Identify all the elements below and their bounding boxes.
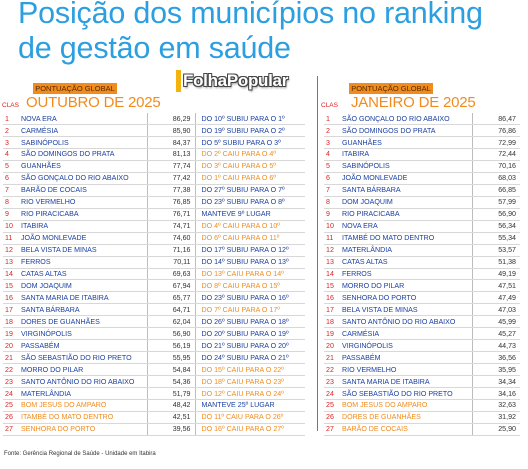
rank-number: 14 [324,268,340,280]
rank-change: DO 8º CAIU PARA O 15º [195,280,305,292]
score-value: 25,90 [472,423,520,435]
municipality-name: BARÃO DE COCAIS [340,423,472,435]
rank-change: DO 2º CAIU PARA O 4º [195,149,305,161]
score-value: 81,13 [147,149,195,161]
rank-change: DO 15º CAIU PARA O 22º [195,364,305,376]
table-row [3,125,305,137]
rank-number: 1 [324,113,340,125]
rank-number: 16 [324,292,340,304]
table-row [324,149,520,161]
score-value: 39,56 [147,423,195,435]
table-row [324,280,520,292]
rank-change: DO 10º SUBIU PARA O 1º [195,113,305,125]
municipality-name: BELA VISTA DE MINAS [340,304,472,316]
rank-change: DO 14º SUBIU PARA O 13º [195,256,305,268]
rank-number: 10 [3,220,19,232]
rank-number: 3 [3,137,19,149]
rank-number: 3 [324,137,340,149]
rank-number: 8 [3,196,19,208]
source-footer: Fonte: Gerência Regional de Saúde - Unidade em Itabira [4,451,156,457]
score-value: 86,29 [147,113,195,125]
rank-number: 11 [3,232,19,244]
municipality-name: DOM JOAQUIM [19,280,147,292]
rank-number: 18 [3,316,19,328]
municipality-name: RIO PIRACICABA [340,208,472,220]
municipality-name: SÃO GONÇALO DO RIO ABAIXO [19,172,147,184]
table-row [3,244,305,256]
municipality-name: DORES DE GUANHÃES [19,316,147,328]
score-value: 49,19 [472,268,520,280]
rank-change: DO 4º CAIU PARA O 10º [195,220,305,232]
table-row [324,196,520,208]
table-row [324,256,520,268]
score-value: 72,99 [472,137,520,149]
table-row [324,340,520,352]
municipality-name: SENHORA DO PORTO [19,423,147,435]
table-row [324,125,520,137]
score-value: 56,34 [472,220,520,232]
rank-number: 22 [324,364,340,376]
score-value: 34,34 [472,376,520,388]
municipality-name: PASSABÉM [19,340,147,352]
rank-number: 17 [3,304,19,316]
rank-change: DO 12º CAIU PARA O 24º [195,388,305,400]
rank-number: 13 [3,256,19,268]
table-row [324,137,520,149]
rank-number: 23 [324,376,340,388]
rank-change: DO 13º CAIU PARA O 14º [195,268,305,280]
score-value: 64,71 [147,304,195,316]
rank-change: DO 3º CAIU PARA O 5º [195,160,305,172]
rank-number: 5 [324,160,340,172]
table-row [3,184,305,196]
municipality-name: FERROS [340,268,472,280]
rank-change: DO 26º SUBIU PARA O 18º [195,316,305,328]
score-value: 66,85 [472,184,520,196]
municipality-name: GUANHÃES [340,137,472,149]
score-value: 74,60 [147,232,195,244]
municipality-name: SÃO DOMINGOS DO PRATA [19,149,147,161]
table-row [324,232,520,244]
score-value: 45,99 [472,316,520,328]
score-value: 51,79 [147,388,195,400]
municipality-name: SABINÓPOLIS [19,137,147,149]
rank-change: DO 7º CAIU PARA O 17º [195,304,305,316]
rank-number: 26 [3,411,19,423]
rank-number: 23 [3,376,19,388]
table-row [324,328,520,340]
logo-bar [176,70,181,92]
table-row [3,137,305,149]
score-value: 62,04 [147,316,195,328]
rank-number: 1 [3,113,19,125]
rank-number: 7 [3,184,19,196]
score-value: 72,44 [472,149,520,161]
table-row [324,292,520,304]
table-row [324,304,520,316]
table-row [3,376,305,388]
table-row [3,304,305,316]
rank-number: 26 [324,411,340,423]
score-value: 56,90 [472,208,520,220]
municipality-name: ITAMBÉ DO MATO DENTRO [19,411,147,423]
score-value: 76,86 [472,125,520,137]
table-row [324,220,520,232]
rank-number: 4 [324,149,340,161]
rank-number: 27 [3,423,19,435]
table-row [324,364,520,376]
score-value: 77,38 [147,184,195,196]
table-row [3,388,305,400]
rank-number: 12 [3,244,19,256]
municipality-name: BARÃO DE COCAIS [19,184,147,196]
rank-change: DO 19º SUBIU PARA O 2º [195,125,305,137]
score-value: 77,42 [147,172,195,184]
municipality-name: NOVA ERA [340,220,472,232]
municipality-name: JOÃO MONLEVADE [340,172,472,184]
score-value: 51,38 [472,256,520,268]
score-value: 55,34 [472,232,520,244]
table-row [3,256,305,268]
municipality-name: SANTA BÁRBARA [340,184,472,196]
rank-number: 24 [324,388,340,400]
table-row [324,268,520,280]
municipality-name: CATAS ALTAS [19,268,147,280]
municipality-name: RIO PIRACICABA [19,208,147,220]
municipality-name: SANTA BÁRBARA [19,304,147,316]
score-value: 47,03 [472,304,520,316]
score-value: 42,51 [147,411,195,423]
right-month-heading: JANEIRO DE 2025 [351,94,476,111]
rank-number: 9 [3,208,19,220]
score-value: 55,95 [147,352,195,364]
rank-number: 4 [3,149,19,161]
table-row [3,352,305,364]
municipality-name: NOVA ERA [19,113,147,125]
rank-number: 7 [324,184,340,196]
rank-change: DO 5º SUBIU PARA O 3º [195,137,305,149]
rank-number: 18 [324,316,340,328]
table-row [3,220,305,232]
score-value: 36,56 [472,352,520,364]
municipality-name: ITABIRA [340,149,472,161]
table-row [324,113,520,125]
municipality-name: SANTO ANTÔNIO DO RIO ABAIXO [340,316,472,328]
rank-change: DO 17º SUBIU PARA O 12º [195,244,305,256]
municipality-name: DOM JOAQUIM [340,196,472,208]
score-value: 35,95 [472,364,520,376]
rank-change: DO 1º CAIU PARA O 6º [195,172,305,184]
municipality-name: BOM JESUS DO AMPARO [340,400,472,412]
october-ranking-table [3,113,305,436]
score-value: 69,63 [147,268,195,280]
score-value: 77,74 [147,160,195,172]
municipality-name: SÃO SEBASTIÃO DO RIO PRETO [340,388,472,400]
municipality-name: DORES DE GUANHÃES [340,411,472,423]
rank-number: 19 [324,328,340,340]
score-value: 47,49 [472,292,520,304]
table-row [3,268,305,280]
rank-number: 21 [3,352,19,364]
table-row [324,388,520,400]
municipality-name: MATERLÂNDIA [340,244,472,256]
table-row [324,376,520,388]
rank-number: 14 [3,268,19,280]
rank-number: 17 [324,304,340,316]
table-row [3,411,305,423]
municipality-name: PASSABÉM [340,352,472,364]
score-value: 57,99 [472,196,520,208]
table-row [3,280,305,292]
rank-number: 10 [324,220,340,232]
score-value: 85,90 [147,125,195,137]
rank-change: DO 16º CAIU PARA O 27º [195,423,305,435]
score-value: 76,85 [147,196,195,208]
table-row [324,411,520,423]
rank-number: 12 [324,244,340,256]
municipality-name: MATERLÂNDIA [19,388,147,400]
municipality-name: BELA VISTA DE MINAS [19,244,147,256]
january-ranking-table [324,113,520,436]
municipality-name: CARMÉSIA [340,328,472,340]
rank-change: DO 27º SUBIU PARA O 7º [195,184,305,196]
score-value: 65,77 [147,292,195,304]
table-row [3,232,305,244]
table-row [3,196,305,208]
table-row [3,208,305,220]
logo-text: FolhaPopular [183,71,289,90]
rank-number: 21 [324,352,340,364]
rank-change: MANTEVE 25º LUGAR [195,400,305,412]
page-title: Posição dos municípios no ranking de gestão em saúde [18,0,483,65]
municipality-name: MORRO DO PILAR [19,364,147,376]
table-row [3,113,305,125]
table-row [3,149,305,161]
table-row [3,328,305,340]
rank-number: 25 [3,400,19,412]
municipality-name: SENHORA DO PORTO [340,292,472,304]
rank-number: 20 [3,340,19,352]
table-row [3,172,305,184]
rank-number: 8 [324,196,340,208]
municipality-name: JOÃO MONLEVADE [19,232,147,244]
score-value: 45,27 [472,328,520,340]
municipality-name: VIRGINÓPOLIS [19,328,147,340]
column-divider [317,76,318,431]
score-value: 31,92 [472,411,520,423]
rank-number: 20 [324,340,340,352]
municipality-name: ITABIRA [19,220,147,232]
table-row [324,316,520,328]
table-row [3,316,305,328]
municipality-name: VIRGINÓPOLIS [340,340,472,352]
table-row [3,292,305,304]
municipality-name: SANTO ANTÔNIO DO RIO ABAIXO [19,376,147,388]
rank-change: DO 21º SUBIU PARA O 20º [195,340,305,352]
rank-change: DO 24º SUBIU PARA O 21º [195,352,305,364]
score-value: 84,37 [147,137,195,149]
score-value: 56,90 [147,328,195,340]
rank-number: 6 [324,172,340,184]
score-value: 68,03 [472,172,520,184]
table-row [324,160,520,172]
rank-change: DO 23º SUBIU PARA O 8º [195,196,305,208]
rank-number: 2 [324,125,340,137]
left-score-badge: PONTUAÇÃO GLOBAL [33,83,117,94]
left-month-heading: OUTUBRO DE 2025 [26,94,161,111]
municipality-name: RIO VERMELHO [19,196,147,208]
rank-number: 2 [3,125,19,137]
table-row [324,244,520,256]
rank-number: 9 [324,208,340,220]
municipality-name: SÃO SEBASTIÃO DO RIO PRETO [19,352,147,364]
rank-change: MANTEVE 9º LUGAR [195,208,305,220]
table-row [324,172,520,184]
rank-change: DO 20º SUBIU PARA O 19º [195,328,305,340]
rank-number: 5 [3,160,19,172]
municipality-name: BOM JESUS DO AMPARO [19,400,147,412]
score-value: 44,73 [472,340,520,352]
rank-change: DO 18º CAIU PARA O 23º [195,376,305,388]
score-value: 54,84 [147,364,195,376]
score-value: 32,63 [472,400,520,412]
folha-popular-logo [176,70,312,94]
table-row [3,423,305,435]
municipality-name: FERROS [19,256,147,268]
table-row [324,208,520,220]
rank-number: 15 [324,280,340,292]
municipality-name: CATAS ALTAS [340,256,472,268]
right-clas-label: CLAS [321,102,338,109]
rank-number: 6 [3,172,19,184]
municipality-name: CARMÉSIA [19,125,147,137]
rank-change: DO 11º CAIU PARA O 26º [195,411,305,423]
municipality-name: SABINÓPOLIS [340,160,472,172]
score-value: 70,16 [472,160,520,172]
municipality-name: MORRO DO PILAR [340,280,472,292]
municipality-name: ITAMBÉ DO MATO DENTRO [340,232,472,244]
rank-number: 22 [3,364,19,376]
score-value: 86,47 [472,113,520,125]
municipality-name: SANTA MARIA DE ITABIRA [19,292,147,304]
table-row [324,400,520,412]
score-value: 74,71 [147,220,195,232]
rank-change: DO 23º SUBIU PARA O 16º [195,292,305,304]
score-value: 76,71 [147,208,195,220]
table-row [3,340,305,352]
table-row [3,160,305,172]
rank-number: 19 [3,328,19,340]
left-clas-label: CLAS [2,102,19,109]
rank-change: DO 6º CAIU PARA O 11º [195,232,305,244]
score-value: 53,57 [472,244,520,256]
rank-number: 16 [3,292,19,304]
table-row [3,364,305,376]
score-value: 70,11 [147,256,195,268]
municipality-name: RIO VERMELHO [340,364,472,376]
table-row [3,400,305,412]
score-value: 47,51 [472,280,520,292]
score-value: 67,94 [147,280,195,292]
municipality-name: GUANHÃES [19,160,147,172]
score-value: 48,42 [147,400,195,412]
municipality-name: SÃO DOMINGOS DO PRATA [340,125,472,137]
municipality-name: SANTA MARIA DE ITABIRA [340,376,472,388]
rank-number: 15 [3,280,19,292]
municipality-name: SÃO GONÇALO DO RIO ABAIXO [340,113,472,125]
table-row [324,352,520,364]
score-value: 71,16 [147,244,195,256]
table-row [324,423,520,435]
rank-number: 25 [324,400,340,412]
score-value: 34,16 [472,388,520,400]
right-score-badge: PONTUAÇÃO GLOBAL [349,83,433,94]
rank-number: 24 [3,388,19,400]
rank-number: 11 [324,232,340,244]
score-value: 54,36 [147,376,195,388]
table-row [324,184,520,196]
rank-number: 13 [324,256,340,268]
rank-number: 27 [324,423,340,435]
score-value: 56,19 [147,340,195,352]
